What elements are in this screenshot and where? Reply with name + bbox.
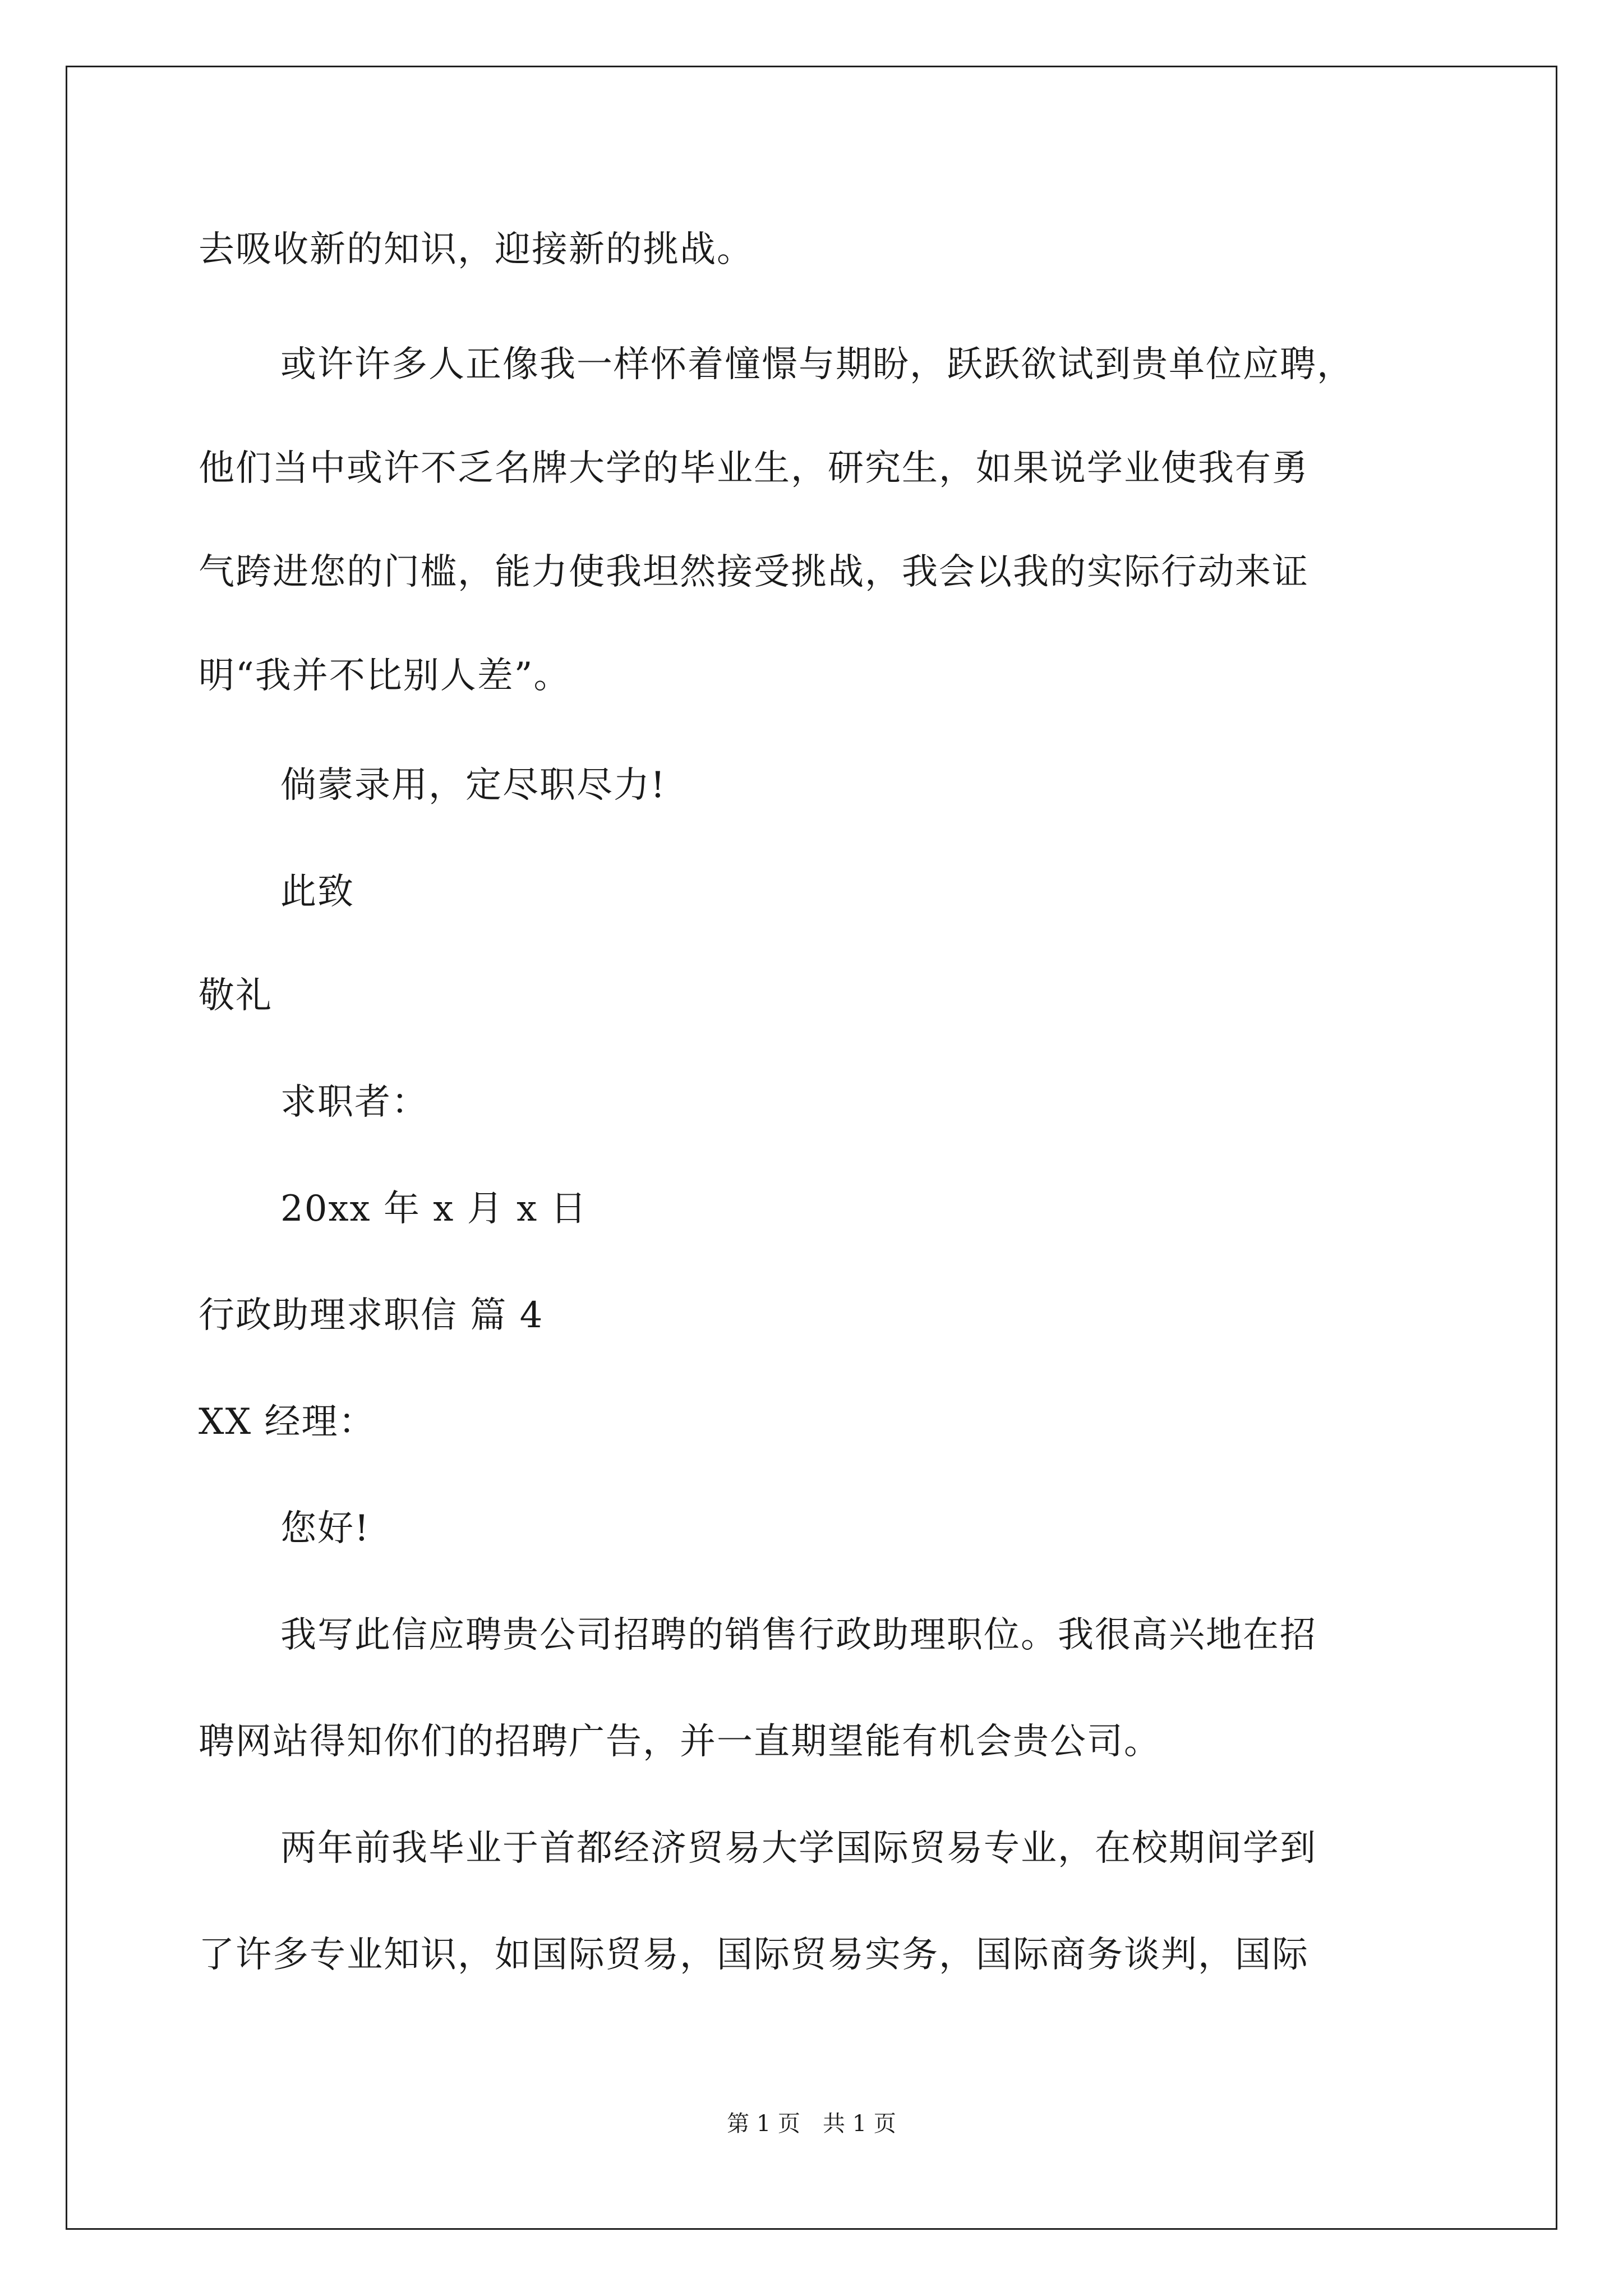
paragraph-line: 两年前我毕业于首都经济贸易大学国际贸易专业，在校期间学到 — [280, 1828, 1317, 1869]
text-line: 去吸收新的知识，迎接新的挑战。 — [199, 229, 754, 270]
section-heading: 行政助理求职信 篇 4 — [199, 1295, 544, 1336]
signature-label: 求职者： — [280, 1082, 428, 1123]
salutation-line: 敬礼 — [199, 975, 273, 1016]
date-line: 20xx 年 x 月 x 日 — [280, 1188, 588, 1230]
page-border — [66, 66, 1557, 2230]
text-line: 他们当中或许不乏名牌大学的毕业生，研究生，如果说学业使我有勇 — [199, 448, 1309, 489]
text-line: 聘网站得知你们的招聘广告，并一直期望能有机会贵公司。 — [199, 1721, 1161, 1763]
page-footer: 第 1 页 共 1 页 — [727, 2111, 896, 2137]
recipient-line: XX 经理： — [199, 1401, 376, 1443]
salutation-line: 此致 — [280, 871, 354, 913]
paragraph-line: 我写此信应聘贵公司招聘的销售行政助理职位。我很高兴地在招 — [280, 1614, 1317, 1656]
text-line: 明“我并不比别人差”。 — [199, 655, 571, 697]
text-line: 气跨进您的门槛，能力使我坦然接受挑战，我会以我的实际行动来证 — [199, 551, 1309, 593]
paragraph-line: 或许许多人正像我一样怀着憧憬与期盼，跃跃欲试到贵单位应聘， — [280, 344, 1354, 385]
text-line: 了许多专业知识，如国际贸易，国际贸易实务，国际商务谈判，国际 — [199, 1934, 1309, 1976]
greeting-line: 您好! — [280, 1508, 370, 1549]
paragraph-line: 倘蒙录用，定尽职尽力! — [280, 765, 666, 806]
